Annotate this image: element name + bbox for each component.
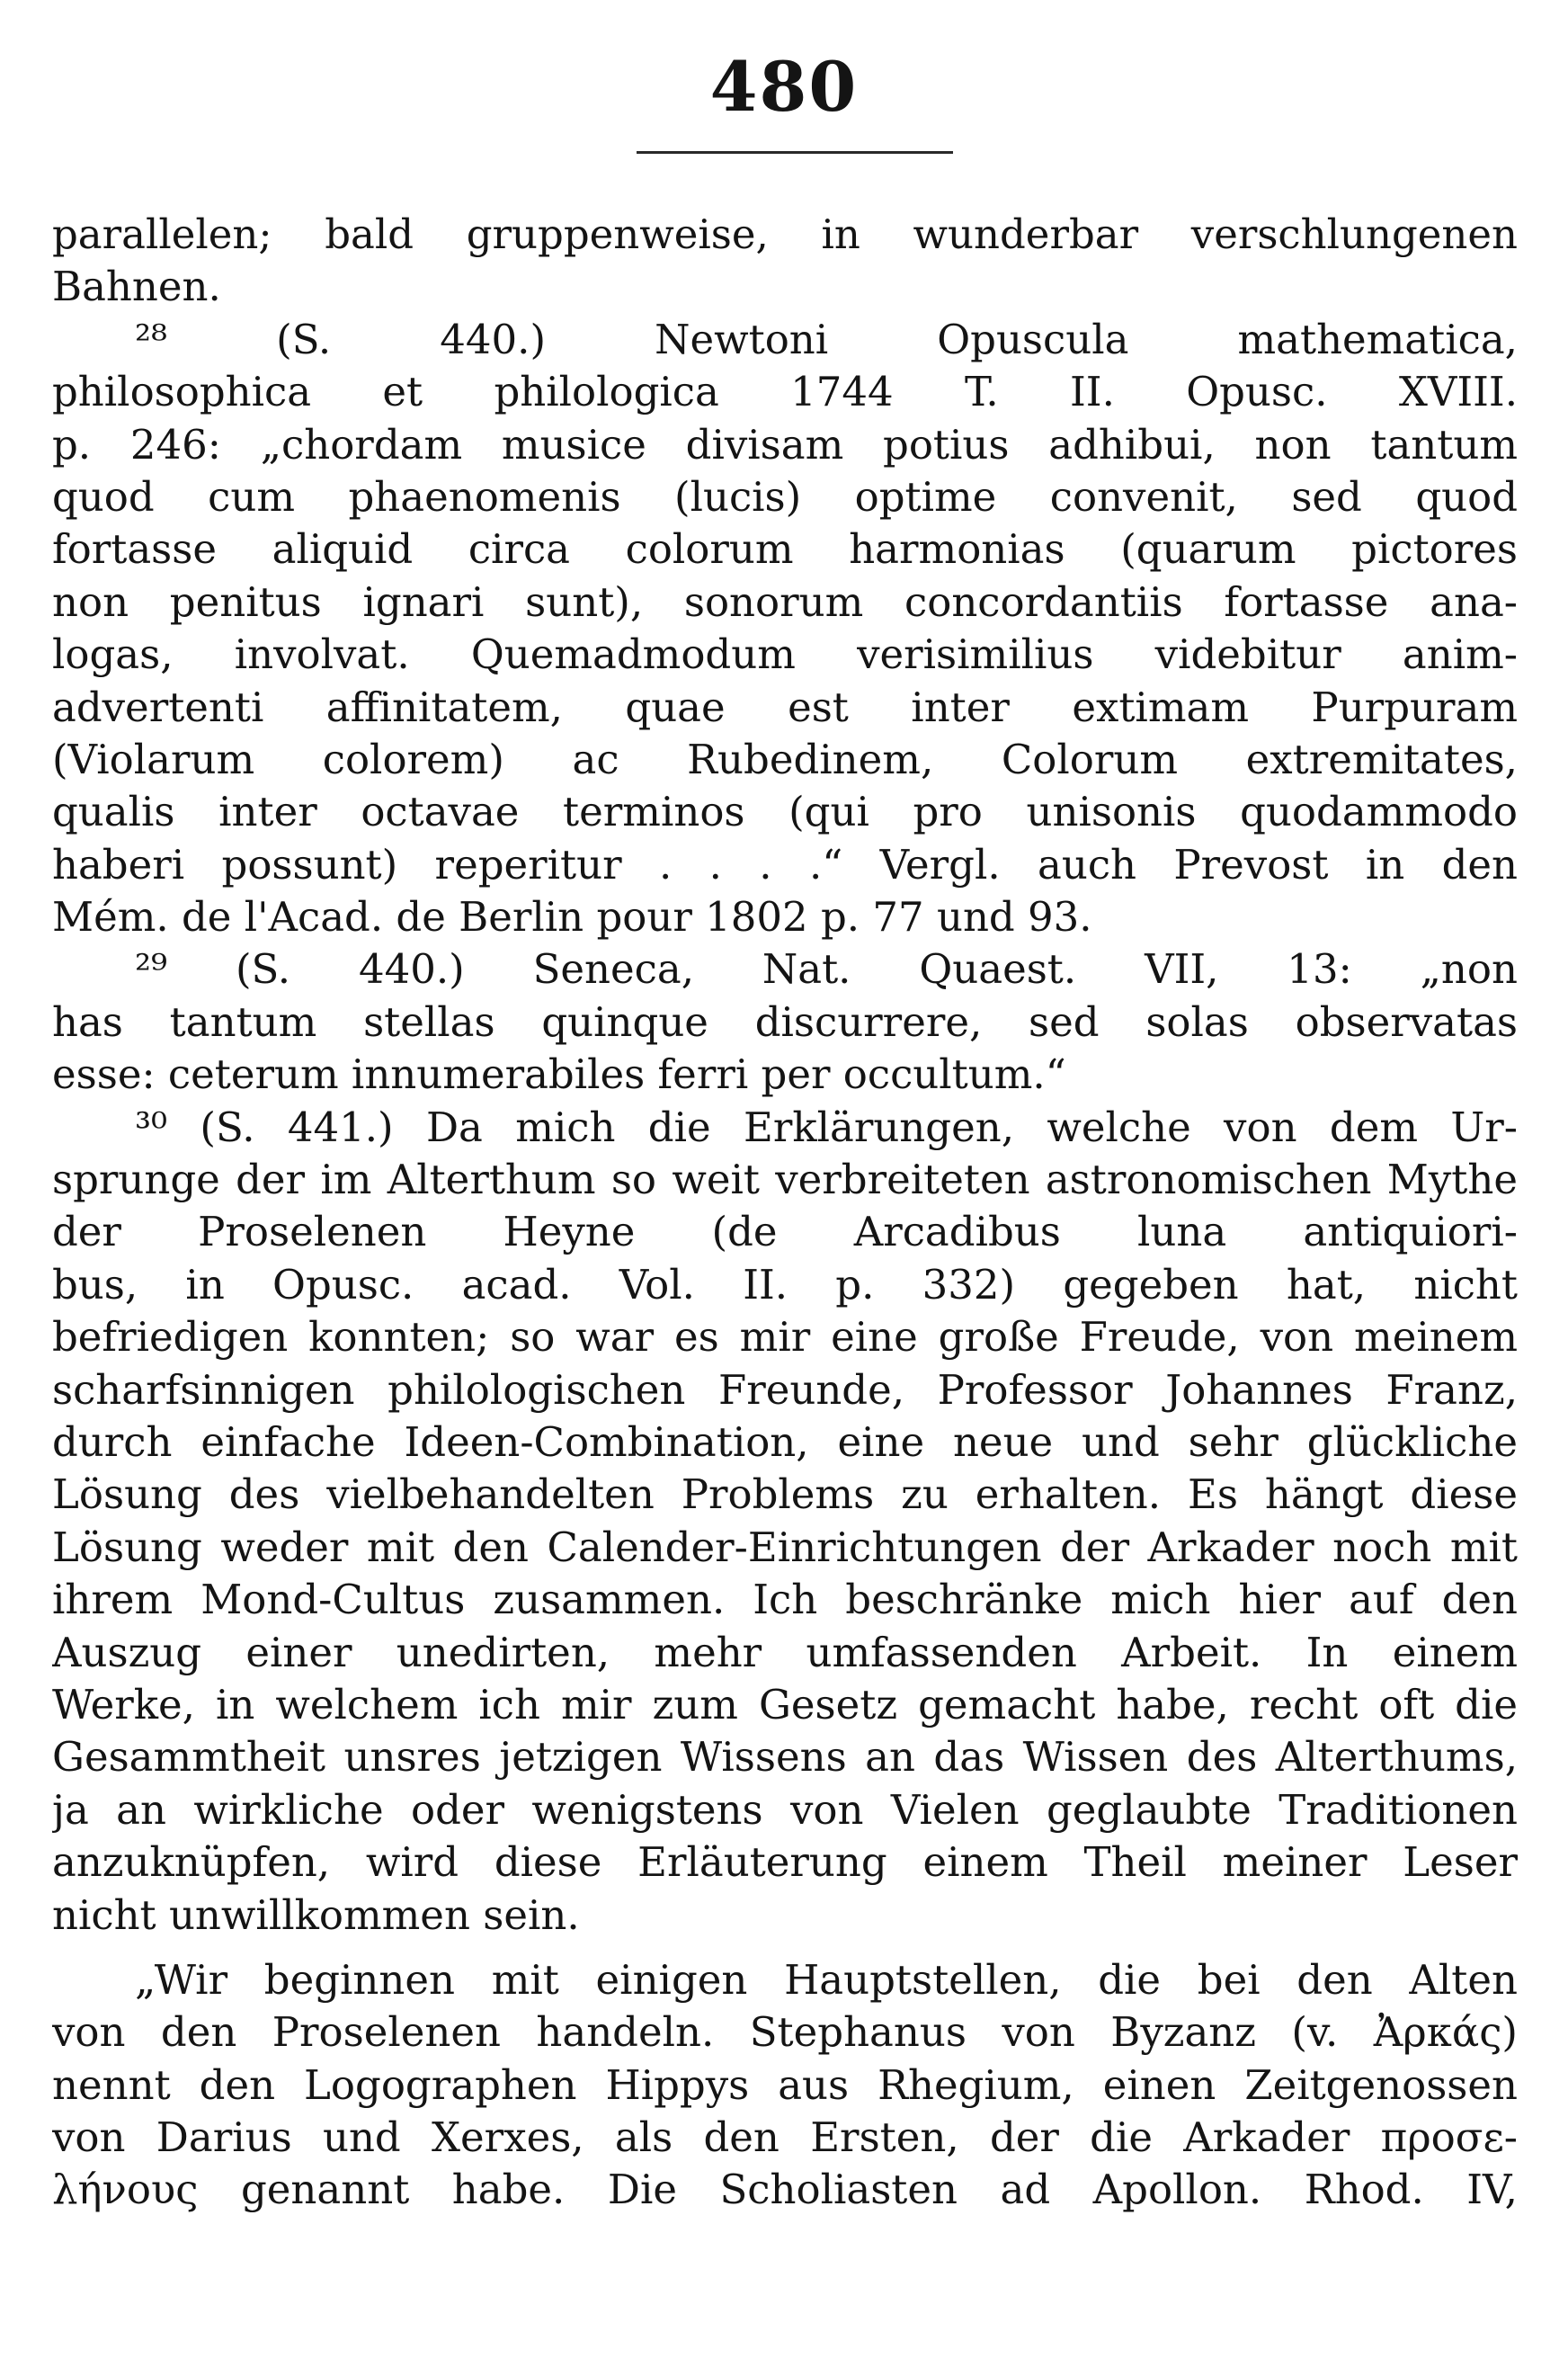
text-line: von Darius und Xerxes, als den Ersten, der die Arkader προσε- [52,2113,1518,2162]
text-line: Bahnen. [52,263,221,311]
text-line: befriedigen konnten; so war es mir eine große Freude, von meinem [52,1313,1518,1362]
text-line: Mém. de l'Acad. de Berlin pour 1802 p. 77 und 93. [52,893,1092,942]
text-line: parallelen; bald gruppenweise, in wunderbar verschlungenen [52,210,1518,258]
text-line: philosophica et philologica 1744 T. II. Opusc. XVIII. [52,368,1518,416]
text-line: λήνους genannt habe. Die Scholiasten ad Apollon. Rhod. IV, [52,2166,1518,2214]
text-line: non penitus ignari sunt), sonorum concordantiis fortasse ana- [52,577,1518,626]
text-line: bus, in Opusc. acad. Vol. II. p. 332) gegeben hat, nicht [52,1260,1518,1309]
text-line: sprunge der im Alterthum so weit verbreiteten astronomischen Mythe [52,1156,1518,1204]
text-line: esse: ceterum innumerabiles ferri per occultum.“ [52,1050,1066,1099]
page-number: 480 [709,47,859,127]
text-line: logas, involvat. Quemadmodum verisimilius videbitur anim- [52,630,1518,679]
text-line: quod cum phaenomenis (lucis) optime convenit, sed quod [52,472,1518,521]
text-line: der Proselenen Heyne (de Arcadibus luna antiquiori- [52,1208,1518,1256]
text-line: qualis inter octavae terminos (qui pro unisonis quodammodo [52,788,1518,836]
text-line: von den Proselenen handeln. Stephanus von Byzanz (v. Ἀρκάς) [52,2008,1518,2057]
text-line: anzuknüpfen, wird diese Erläuterung einem Theil meiner Leser [52,1838,1518,1887]
text-line: fortasse aliquid circa colorum harmonias (quarum pictores [52,525,1518,574]
text-line: scharfsinnigen philologischen Freunde, Professor Johannes Franz, [52,1365,1518,1414]
text-line: Werke, in welchem ich mir zum Gesetz gemacht habe, recht oft die [52,1680,1518,1728]
text-line: ³⁰ (S. 441.) Da mich die Erklärungen, welche von dem Ur- [135,1103,1518,1151]
text-line: ja an wirkliche oder wenigstens von Vielen geglaubte Traditionen [52,1785,1518,1834]
text-line: „Wir beginnen mit einigen Hauptstellen, die bei den Alten [135,1955,1518,2004]
text-line: (Violarum colorem) ac Rubedinem, Colorum extremitates, [52,735,1518,783]
text-line: Lösung weder mit den Calender-Einrichtungen der Arkader noch mit [52,1523,1518,1571]
text-line: ²⁸ (S. 440.) Newtoni Opuscula mathematica, [135,315,1518,363]
header-rule [637,151,953,154]
text-line: p. 246: „chordam musice divisam potius adhibui, non tantum [52,420,1518,469]
text-line: advertenti affinitatem, quae est inter extimam Purpuram [52,683,1518,731]
text-line: nennt den Logographen Hippys aus Rhegium, einen Zeitgenossen [52,2060,1518,2109]
text-line: nicht unwillkommen sein. [52,1890,580,1939]
text-line: ²⁹ (S. 440.) Seneca, Nat. Quaest. VII, 13: „non [135,945,1518,994]
text-line: Auszug einer unedirten, mehr umfassenden Arbeit. In einem [52,1628,1518,1676]
body-text [52,209,1518,2217]
text-line: haberi possunt) reperitur . . . .“ Vergl. auch Prevost in den [52,840,1518,889]
text-line: ihrem Mond-Cultus zusammen. Ich beschränke mich hier auf den [52,1576,1518,1624]
text-line: Lösung des vielbehandelten Problems zu erhalten. Es hängt diese [52,1470,1518,1519]
text-line: Gesammtheit unsres jetzigen Wissens an das Wissen des Alterthums, [52,1733,1518,1782]
text-line: has tantum stellas quinque discurrere, sed solas observatas [52,997,1518,1046]
text-line: durch einfache Ideen-Combination, eine neue und sehr glückliche [52,1417,1518,1466]
